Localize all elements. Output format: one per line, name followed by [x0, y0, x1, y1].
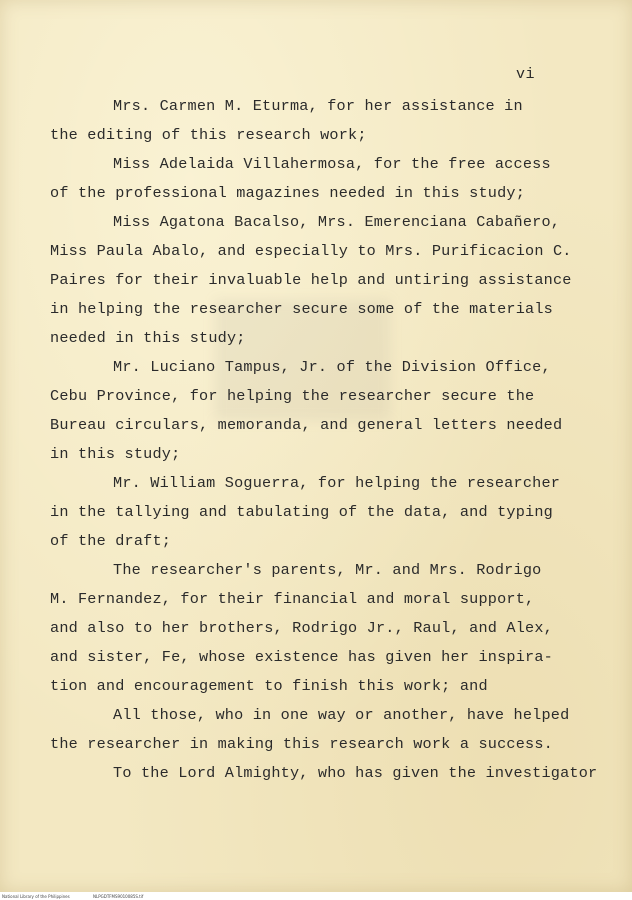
- text-line: Mr. William Soguerra, for helping the researcher: [113, 474, 561, 492]
- text-line: Mr. Luciano Tampus, Jr. of the Division Office,: [113, 358, 551, 376]
- text-line: Paires for their invaluable help and untiring assistance: [50, 271, 572, 289]
- footer-institution: National Library of the Philippines: [2, 894, 70, 899]
- text-line: in the tallying and tabulating of the data, and typing: [50, 503, 553, 521]
- text-line: All those, who in one way or another, have helped: [113, 706, 570, 724]
- text-line: of the draft;: [50, 532, 172, 550]
- text-line: Mrs. Carmen M. Eturma, for her assistance in: [113, 97, 523, 115]
- text-line: Bureau circulars, memoranda, and general letters needed: [50, 416, 563, 434]
- text-line: M. Fernandez, for their financial and moral support,: [50, 590, 535, 608]
- text-line: The researcher's parents, Mr. and Mrs. Rodrigo: [113, 561, 542, 579]
- acknowledgment-text: [50, 92, 600, 788]
- text-line: Miss Paula Abalo, and especially to Mrs. Purificacion C.: [50, 242, 572, 260]
- text-line: Miss Agatona Bacalso, Mrs. Emerenciana Cabañero,: [113, 213, 561, 231]
- text-line: Cebu Province, for helping the researcher secure the: [50, 387, 535, 405]
- footer-file-id: NLPGDTFMS9010085S.tif: [93, 894, 144, 899]
- text-line: needed in this study;: [50, 329, 246, 347]
- text-line: Miss Adelaida Villahermosa, for the free access: [113, 155, 551, 173]
- text-line: of the professional magazines needed in this study;: [50, 184, 526, 202]
- text-line: To the Lord Almighty, who has given the investigator: [113, 764, 598, 782]
- text-line: and also to her brothers, Rodrigo Jr., Raul, and Alex,: [50, 619, 553, 637]
- text-line: and sister, Fe, whose existence has given her inspira-: [50, 648, 553, 666]
- text-line: the researcher in making this research work a success.: [50, 735, 553, 753]
- text-line: in helping the researcher secure some of the materials: [50, 300, 553, 318]
- text-line: in this study;: [50, 445, 181, 463]
- scan-footer-strip: [0, 892, 632, 900]
- scan-footer: [2, 894, 143, 900]
- text-line: the editing of this research work;: [50, 126, 367, 144]
- page-number: vi: [516, 66, 536, 83]
- text-line: tion and encouragement to finish this work; and: [50, 677, 488, 695]
